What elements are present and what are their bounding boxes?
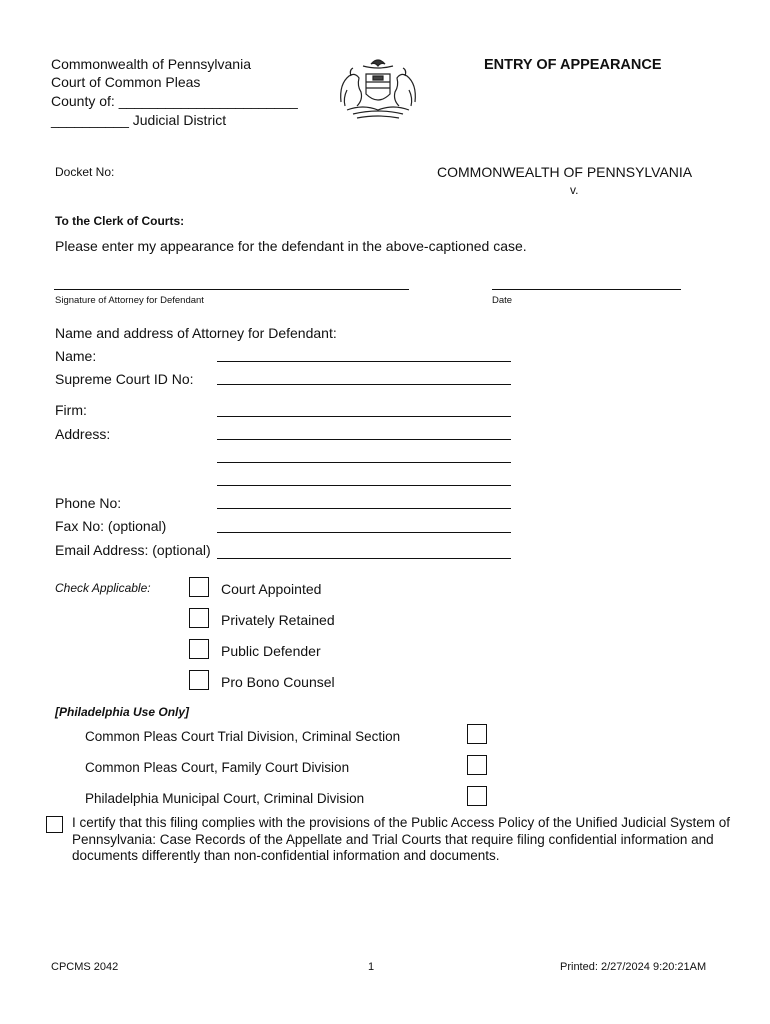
family-court-checkbox[interactable] [467, 755, 487, 775]
fax-field[interactable] [217, 532, 511, 533]
philadelphia-option-municipal-court: Philadelphia Municipal Court, Criminal Division [85, 791, 365, 806]
pennsylvania-coat-of-arms-icon [333, 54, 423, 122]
judicial-district-line: __________ Judicial District [51, 112, 227, 128]
court-line-commonwealth: Commonwealth of Pennsylvania [51, 56, 251, 72]
plaintiff-name: COMMONWEALTH OF PENNSYLVANIA [437, 164, 693, 180]
email-field[interactable] [217, 558, 511, 559]
philadelphia-use-only-label: [Philadelphia Use Only] [55, 705, 190, 719]
form-code: CPCMS 2042 [51, 961, 119, 973]
firm-field[interactable] [217, 416, 511, 417]
form-title: ENTRY OF APPEARANCE [484, 57, 662, 73]
court-appointed-checkbox[interactable] [189, 577, 209, 597]
pro-bono-counsel-label: Pro Bono Counsel [221, 674, 335, 690]
public-defender-label: Public Defender [221, 643, 321, 659]
privately-retained-label: Privately Retained [221, 612, 335, 628]
name-field[interactable] [217, 361, 511, 362]
printed-timestamp: Printed: 2/27/2024 9:20:21AM [560, 961, 707, 973]
supreme-court-id-label: Supreme Court ID No: [55, 371, 194, 387]
county-field-line: County of: _______________________ [51, 93, 298, 109]
certification-checkbox[interactable] [46, 816, 63, 833]
firm-label: Firm: [55, 402, 87, 418]
name-label: Name: [55, 348, 97, 364]
address-field-line-1[interactable] [217, 439, 511, 440]
fax-label: Fax No: (optional) [55, 518, 167, 534]
signature-line[interactable] [54, 289, 409, 290]
attorney-section-title: Name and address of Attorney for Defendant: [55, 325, 337, 341]
versus-label: v. [570, 183, 579, 197]
supreme-court-id-field[interactable] [217, 384, 511, 385]
phone-field[interactable] [217, 508, 511, 509]
address-label: Address: [55, 426, 111, 442]
phone-label: Phone No: [55, 495, 122, 511]
address-field-line-2[interactable] [217, 462, 511, 463]
email-label: Email Address: (optional) [55, 542, 211, 558]
court-line-court: Court of Common Pleas [51, 74, 201, 90]
philadelphia-option-family-court: Common Pleas Court, Family Court Division [85, 760, 350, 775]
municipal-court-checkbox[interactable] [467, 786, 487, 806]
certification-text: I certify that this filing complies with the provisions of the Public Access Policy of the Unified Judicial System of Pennsylvania: Case Records of the Appellate and Trial Courts that require filing confidential information and documents differently than non-confidential information and documents. [72, 815, 731, 863]
philadelphia-option-trial-division: Common Pleas Court Trial Division, Criminal Section [85, 729, 401, 744]
trial-division-checkbox[interactable] [467, 724, 487, 744]
date-line[interactable] [492, 289, 681, 290]
check-applicable-label: Check Applicable: [55, 581, 151, 595]
page-number: 1 [368, 961, 375, 973]
privately-retained-checkbox[interactable] [189, 608, 209, 628]
date-label: Date [492, 295, 513, 306]
court-appointed-label: Court Appointed [221, 581, 322, 597]
signature-label: Signature of Attorney for Defendant [55, 295, 204, 306]
appearance-request: Please enter my appearance for the defendant in the above-captioned case. [55, 238, 527, 254]
pro-bono-counsel-checkbox[interactable] [189, 670, 209, 690]
addressee: To the Clerk of Courts: [55, 214, 185, 228]
address-field-line-3[interactable] [217, 485, 511, 486]
public-defender-checkbox[interactable] [189, 639, 209, 659]
docket-label: Docket No: [55, 165, 115, 179]
